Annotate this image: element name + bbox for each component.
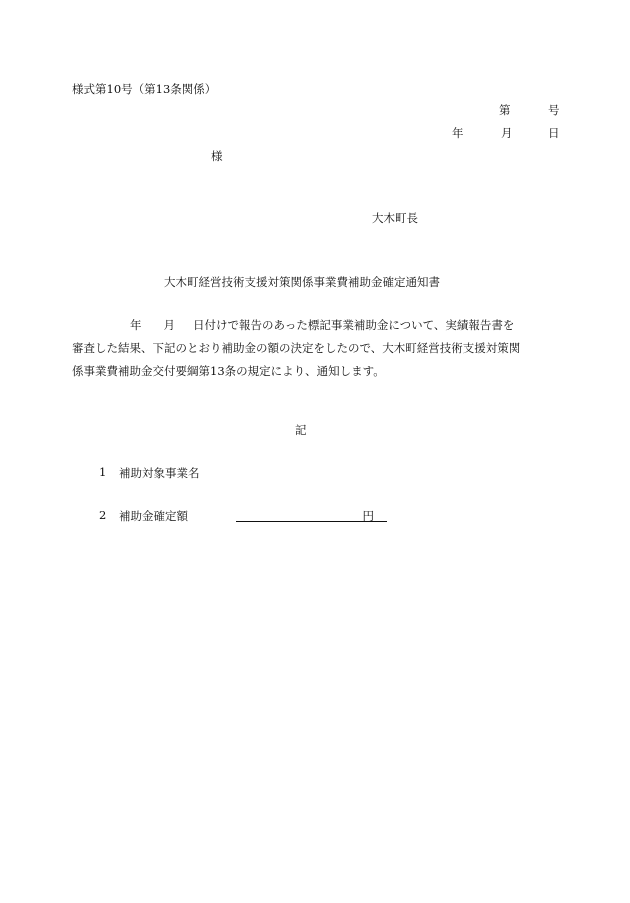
item-2-label: 補助金確定額 — [119, 509, 188, 523]
date-day-label: 日 — [548, 126, 560, 140]
document-number-suffix: 号 — [548, 103, 560, 117]
body-line-3: 係事業費補助金交付要綱第13条の規定により、通知します。 — [72, 364, 385, 378]
ki-heading: 記 — [295, 423, 307, 437]
amount-unit: 円 — [362, 509, 374, 523]
form-number: 様式第10号（第13条関係） — [72, 82, 217, 96]
recipient-honorific: 様 — [211, 149, 223, 163]
document-title: 大木町経営技術支援対策関係事業費補助金確定通知書 — [164, 275, 440, 289]
amount-underline — [236, 508, 387, 522]
body-line-1-text: 日付けで報告のあった標記事業補助金について、実績報告書を — [193, 318, 515, 332]
body-line-1 — [72, 314, 542, 337]
date-month-label: 月 — [501, 126, 513, 140]
body-line-2: 審査した結果、下記のとおり補助金の額の決定をしたので、大木町経営技術支援対策関 — [72, 341, 521, 355]
document-number-prefix: 第 — [499, 103, 511, 117]
item-1-label: 補助対象事業名 — [119, 466, 200, 480]
body-month-label: 月 — [163, 318, 175, 332]
body-year-label: 年 — [130, 318, 142, 332]
issuer-name: 大木町長 — [372, 211, 418, 225]
item-1-number: 1 — [99, 465, 107, 479]
body-paragraph — [72, 314, 542, 383]
item-2-number: 2 — [99, 508, 107, 522]
date-year-label: 年 — [452, 126, 464, 140]
